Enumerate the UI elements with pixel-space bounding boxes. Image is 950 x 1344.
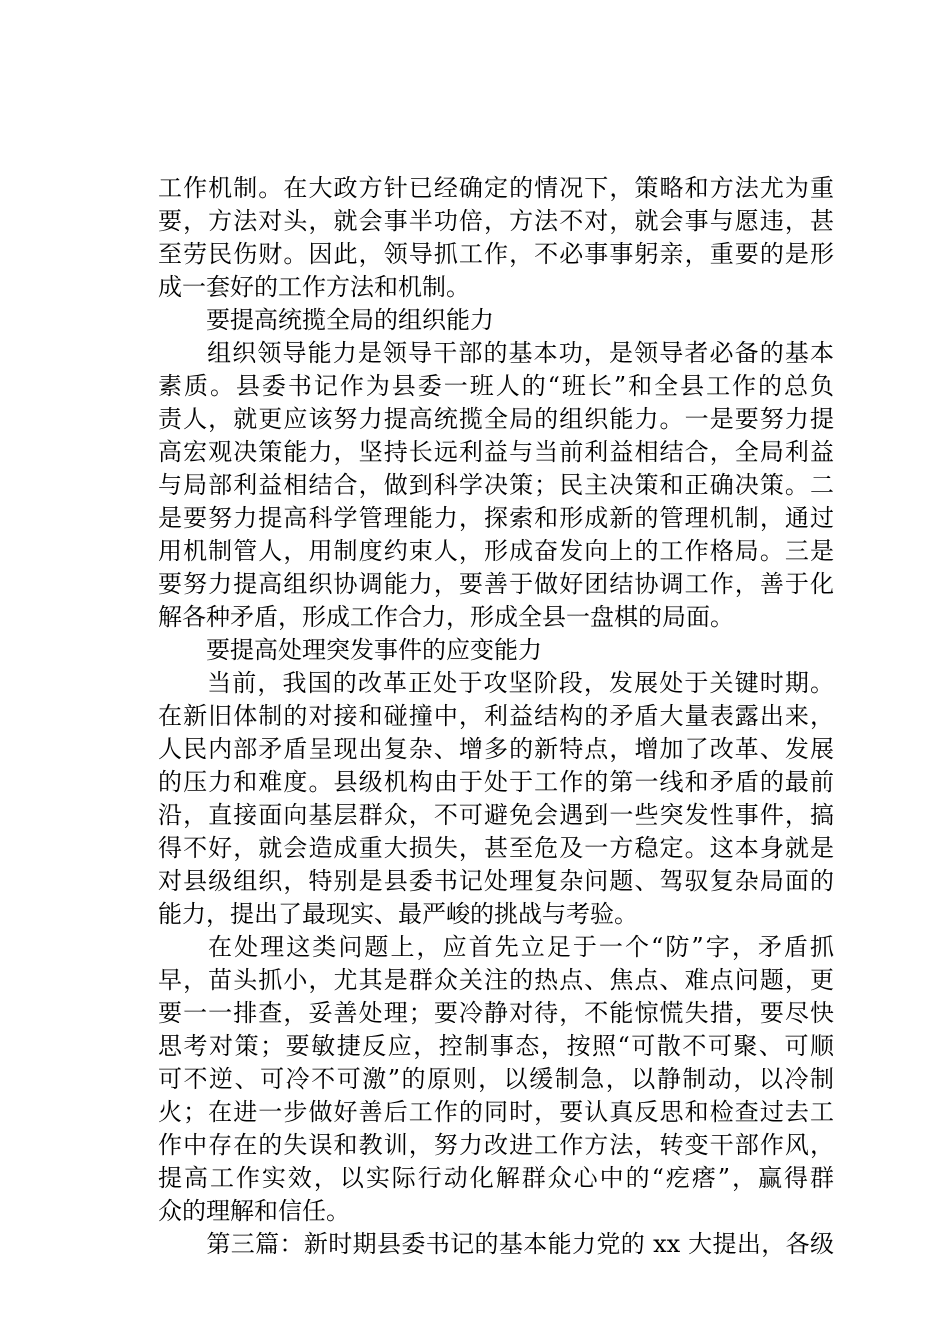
text-line: 要一一排查，妥善处理；要冷静对待，不能惊慌失措，要尽快 (158, 999, 834, 1027)
text-line: 能力，提出了最现实、最严峻的挑战与考验。 (158, 900, 638, 928)
section-heading-emergency (158, 634, 834, 667)
text-line: 责人，就更应该努力提高统揽全局的组织能力。一是要努力提 (158, 405, 834, 433)
text-line: 在新旧体制的对接和碰撞中，利益结构的矛盾大量表露出来， (158, 702, 834, 730)
paragraph-organization-ability (158, 337, 834, 634)
text-line: 成一套好的工作方法和机制。 (158, 273, 470, 301)
paragraph-handling-approach (158, 931, 834, 1228)
text-line: 与局部利益相结合，做到科学决策；民主决策和正确决策。二 (158, 471, 834, 499)
text-line: 可不逆、可冷不可激”的原则，以缓制急，以静制动，以冷制 (158, 1065, 834, 1093)
text-line: 是要努力提高科学管理能力，探索和形成新的管理机制，通过 (158, 504, 834, 532)
text-line: 在处理这类问题上，应首先立足于一个“防”字，矛盾抓 (182, 933, 834, 961)
text-line: 早，苗头抓小，尤其是群众关注的热点、焦点、难点问题，更 (158, 966, 834, 994)
text-line: 人民内部矛盾呈现出复杂、增多的新特点，增加了改革、发展 (158, 735, 834, 763)
paragraph-work-mechanism (158, 172, 834, 304)
text-line: 素质。县委书记作为县委一班人的“班长”和全县工作的总负 (158, 372, 834, 400)
heading-line: 要提高统揽全局的组织能力 (182, 306, 494, 334)
text-line: 当前，我国的改革正处于攻坚阶段，发展处于关键时期。 (182, 669, 834, 697)
document-page (158, 172, 834, 1261)
text-line: 的压力和难度。县级机构由于处于工作的第一线和矛盾的最前 (158, 768, 834, 796)
text-line: 提高工作实效，以实际行动化解群众心中的“疙瘩”，赢得群 (158, 1164, 834, 1192)
text-line: 思考对策；要敏捷反应，控制事态，按照“可散不可聚、可顺 (158, 1032, 834, 1060)
text-line: 至劳民伤财。因此，领导抓工作，不必事事躬亲，重要的是形 (158, 240, 834, 268)
text-line: 作中存在的失误和教训，努力改进工作方法，转变干部作风， (158, 1131, 834, 1159)
text-line: 用机制管人，用制度约束人，形成奋发向上的工作格局。三是 (158, 537, 834, 565)
section-heading-organization (158, 304, 834, 337)
heading-line: 要提高处理突发事件的应变能力 (182, 636, 542, 664)
paragraph-emergency-context (158, 667, 834, 931)
text-line: 得不好，就会造成重大损失，甚至危及一方稳定。这本身就是 (158, 834, 834, 862)
text-line: 工作机制。在大政方针已经确定的情况下，策略和方法尤为重 (158, 174, 834, 202)
text-line: 高宏观决策能力，坚持长远利益与当前利益相结合，全局利益 (158, 438, 834, 466)
text-line: 第三篇：新时期县委书记的基本能力党的 xx 大提出，各级 (182, 1230, 834, 1258)
text-line: 众的理解和信任。 (158, 1197, 350, 1225)
text-line: 沿，直接面向基层群众，不可避免会遇到一些突发性事件，搞 (158, 801, 834, 829)
text-line: 组织领导能力是领导干部的基本功，是领导者必备的基本 (182, 339, 834, 367)
text-line: 解各种矛盾，形成工作合力，形成全县一盘棋的局面。 (158, 603, 734, 631)
paragraph-part-three (158, 1228, 834, 1261)
text-line: 要努力提高组织协调能力，要善于做好团结协调工作，善于化 (158, 570, 834, 598)
text-line: 要，方法对头，就会事半功倍，方法不对，就会事与愿违，甚 (158, 207, 834, 235)
text-line: 对县级组织，特别是县委书记处理复杂问题、驾驭复杂局面的 (158, 867, 834, 895)
text-line: 火；在进一步做好善后工作的同时，要认真反思和检查过去工 (158, 1098, 834, 1126)
